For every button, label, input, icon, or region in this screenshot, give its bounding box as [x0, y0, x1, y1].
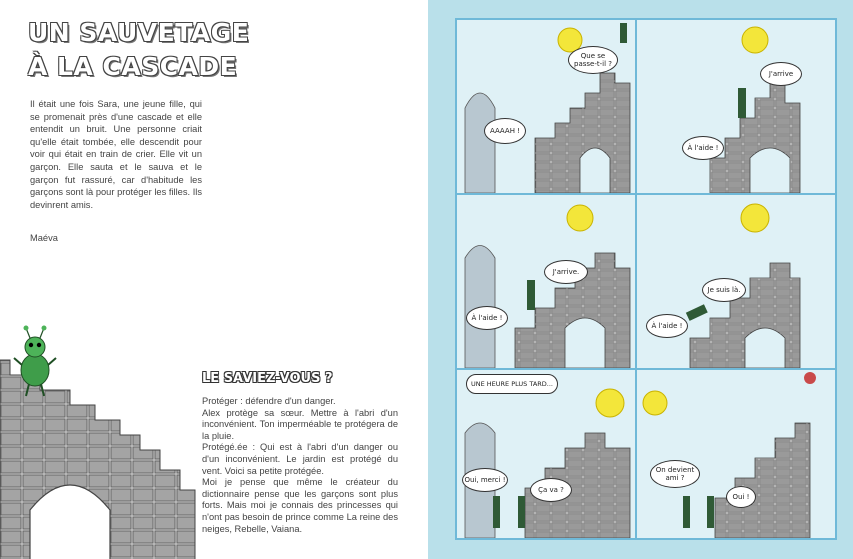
did-you-know-paragraph: Alex protège sa sœur. Mettre à l'abri d'un inconvénient. Ton imperméable te protégera de la pluie.: [202, 407, 398, 441]
speech-bubble: J'arrive: [760, 62, 802, 86]
did-you-know-paragraph: Protéger : défendre d'un danger.: [202, 396, 336, 406]
did-you-know-title: LE SAVIEZ-VOUS ?: [202, 371, 333, 386]
speech-bubble: Oui !: [726, 486, 756, 508]
speech-bubble: J'arrive.: [544, 260, 588, 284]
speech-bubble: AAAAH !: [484, 118, 526, 144]
story-title: [28, 16, 249, 84]
speech-bubble: Je suis là.: [702, 278, 746, 302]
speech-bubble: À l'aide !: [682, 136, 724, 160]
author-name: Maéva: [30, 233, 58, 243]
speech-bubble: Oui, merci !: [462, 468, 508, 492]
title-line-1: UN SAUVETAGE: [28, 18, 250, 47]
story-text: Il était une fois Sara, une jeune fille, qui se promenait près d'une cascade et elle entendit un bruit. Une personne criait qu'elle était tombée, elle descendit pour voir qui était en train de crier. Elle vit un garçon. Elle sauta et le sauva et le garçon fut rassuré, car d'habitude les garçons sont là pour protéger les filles. Ils devinrent amis.: [30, 99, 202, 210]
comic-strip: [455, 18, 837, 540]
speech-bubble: Ça va ?: [530, 478, 572, 502]
speech-bubble: Que se passe-t-il ?: [568, 46, 618, 74]
title-line-2: À LA CASCADE: [28, 52, 238, 81]
speech-bubble: On devient ami ?: [650, 460, 700, 488]
did-you-know-text: [202, 396, 398, 535]
speech-bubble: À l'aide !: [466, 306, 508, 330]
did-you-know-paragraph: Protégé.ée : Qui est à l'abri d'un danger ou d'un inconvénient. Le jardin est protégé du vent. Voici sa petite protégée.: [202, 442, 398, 476]
speech-bubble: À l'aide !: [646, 314, 688, 338]
pyramid-illustration: [0, 320, 200, 559]
time-caption: UNE HEURE PLUS TARD...: [466, 374, 558, 394]
did-you-know-paragraph: Moi je pense que même le créateur du dictionnaire pense que les garçons sont plus forts. Mais moi je connais des princesses qui n'ont pas besoin de prince comme La reine des neiges, Rebelle, Vaiana.: [202, 477, 398, 534]
